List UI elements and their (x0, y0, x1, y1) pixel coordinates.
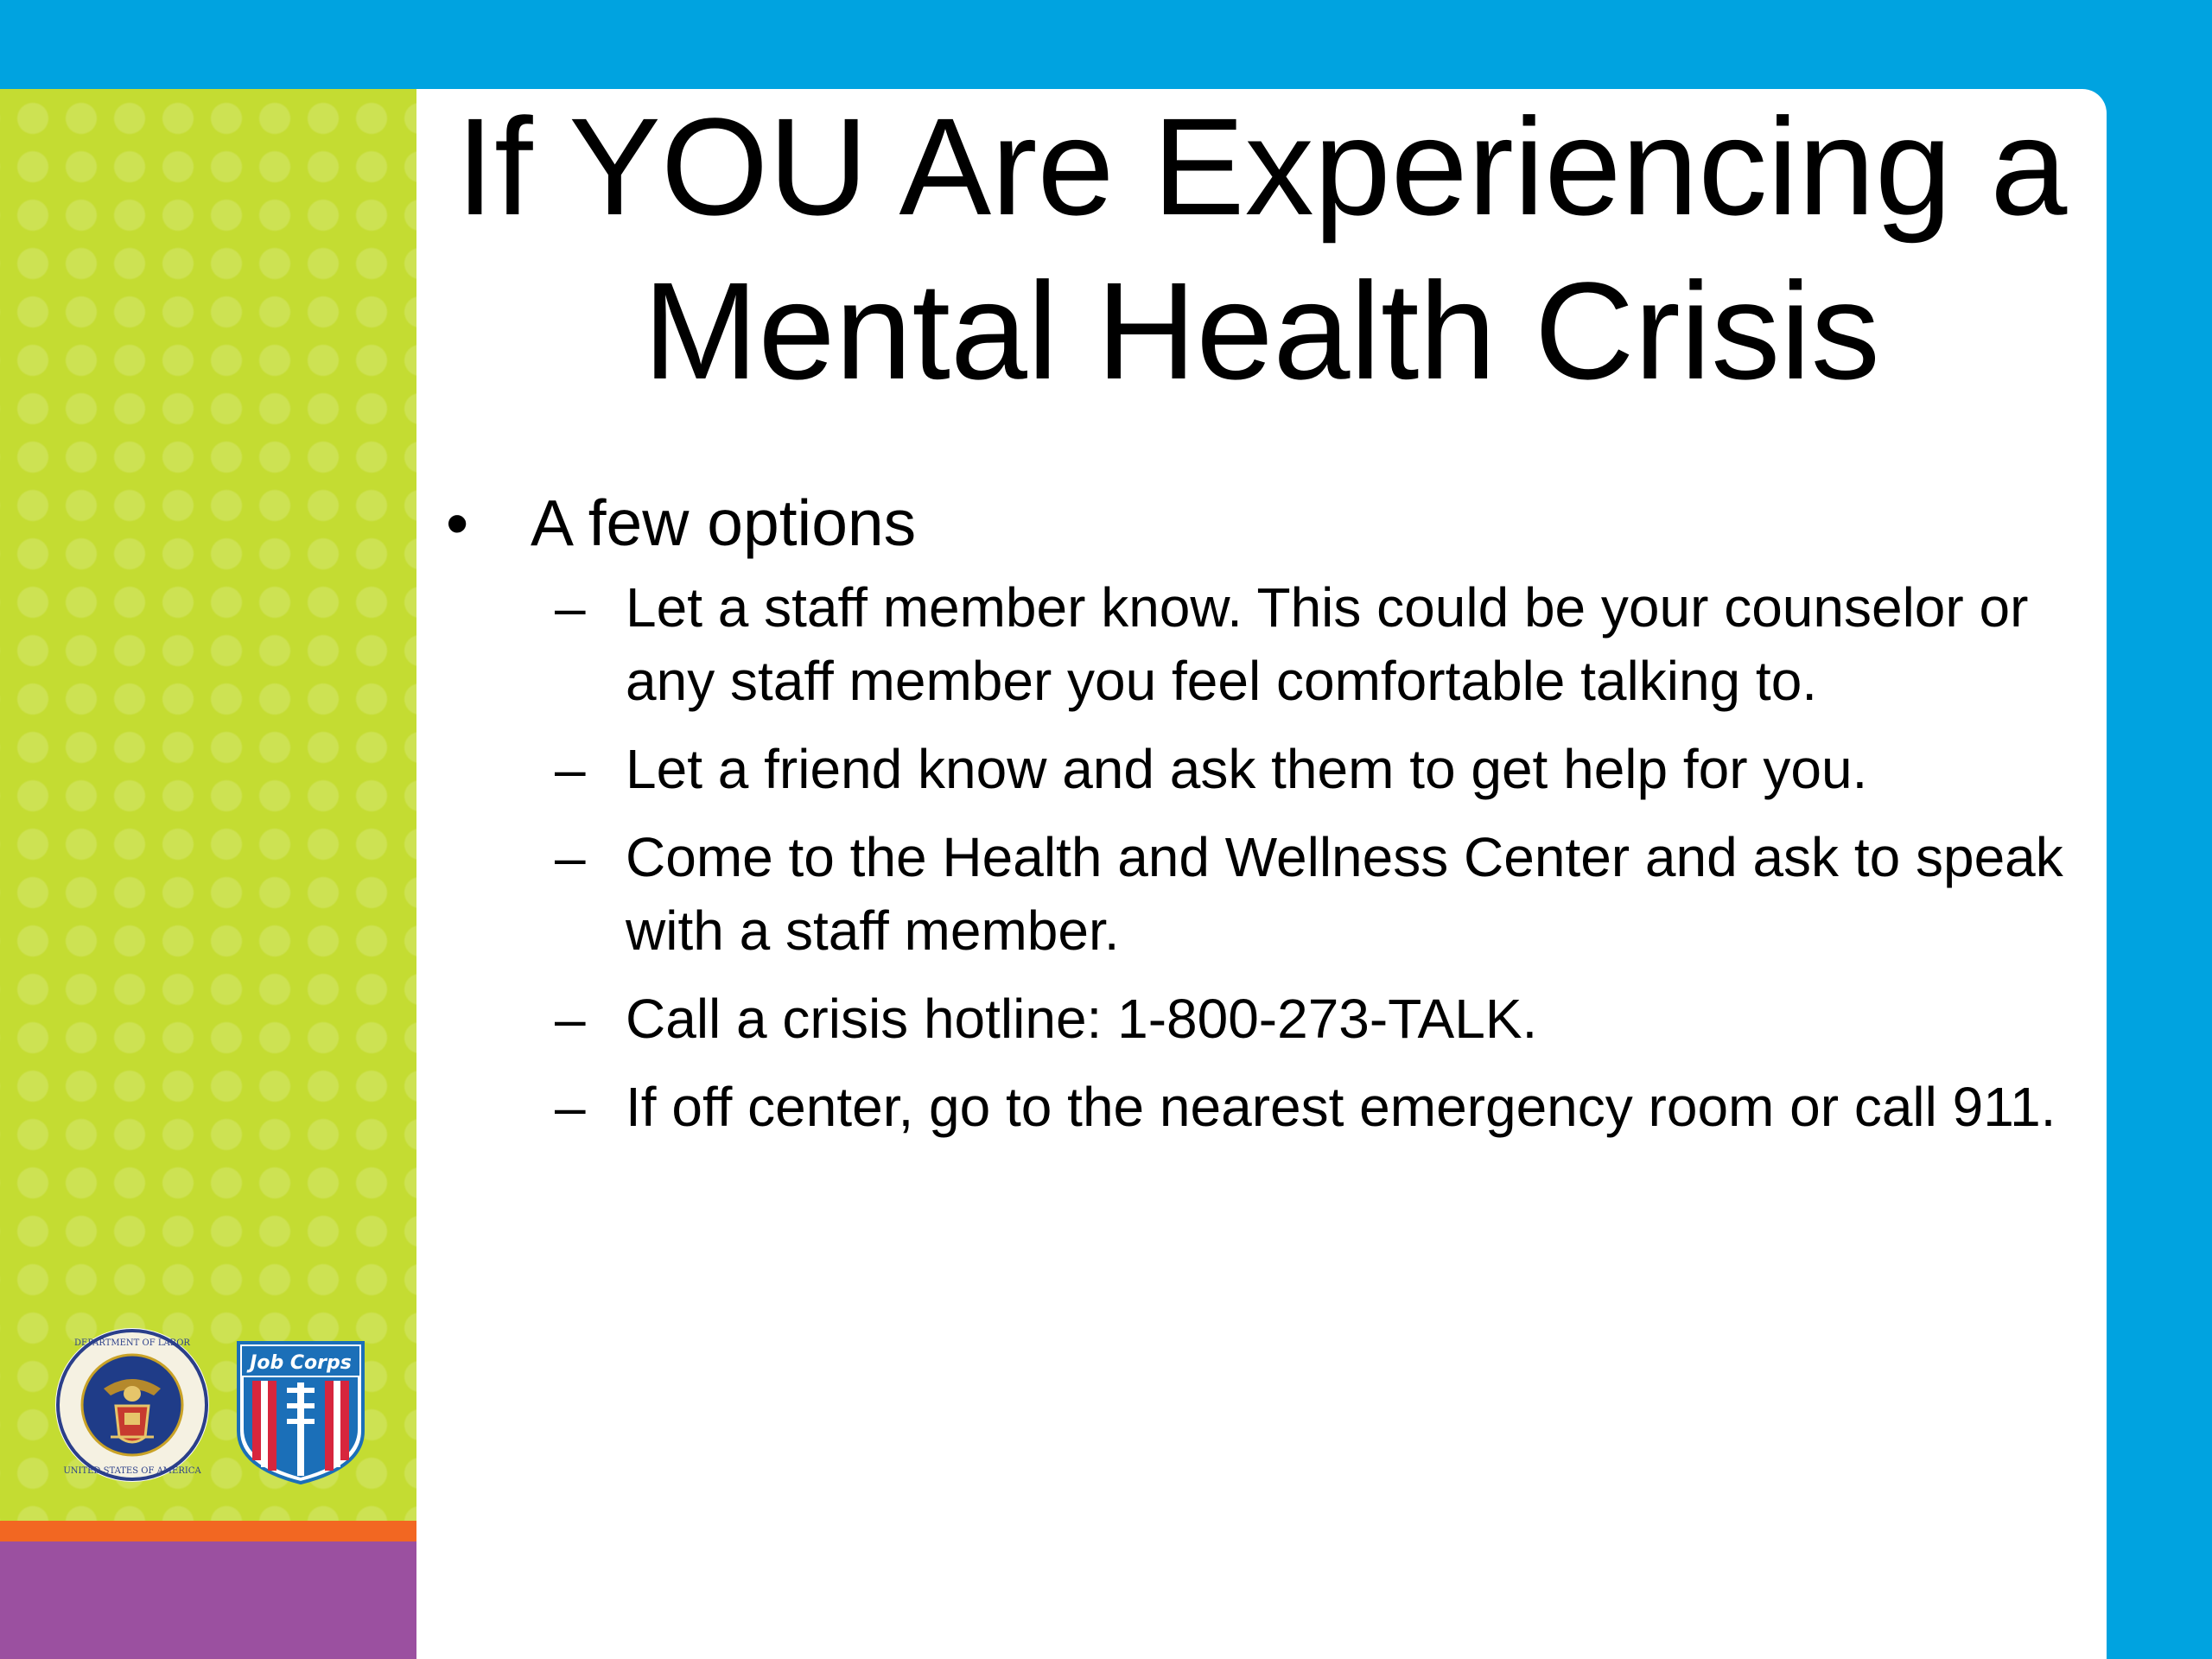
sub-bullet-item (437, 982, 2070, 1056)
dash-marker: – (555, 988, 586, 1050)
sub-bullet-text: Let a staff member know. This could be your counselor or any staff member you feel comfortable talking to. (626, 576, 2029, 712)
sub-bullet-text: Come to the Health and Wellness Center and ask to speak with a staff member. (626, 826, 2063, 962)
sub-bullet-item (437, 571, 2070, 718)
svg-text:Job Corps: Job Corps (250, 1352, 352, 1374)
sub-bullet-text: Let a friend know and ask them to get help for you. (626, 738, 1868, 800)
sub-bullet-text: If off center, go to the nearest emergency room or call 911. (626, 1076, 2056, 1138)
sub-bullet-item (437, 1071, 2070, 1144)
job-corps-logo-icon (233, 1338, 368, 1486)
sub-bullet-text: Call a crisis hotline: 1-800-273-TALK. (626, 988, 1538, 1050)
bullet-marker: • (446, 486, 469, 559)
svg-text:UNITED STATES OF AMERICA: UNITED STATES OF AMERICA (63, 1466, 201, 1476)
bullet-item (437, 480, 2070, 1144)
purple-footer-block (0, 1541, 416, 1659)
dash-marker: – (555, 826, 586, 888)
dash-marker: – (555, 1076, 586, 1138)
svg-text:DEPARTMENT OF LABOR: DEPARTMENT OF LABOR (74, 1338, 190, 1348)
slide-title: If YOU Are Experiencing a Mental Health Crisis (455, 89, 2068, 408)
bullet-text: A few options (531, 486, 917, 559)
bullet-list (437, 480, 2070, 1144)
dash-marker: – (555, 576, 586, 639)
left-decorative-panel (0, 89, 416, 1521)
orange-stripe (0, 1521, 416, 1541)
right-band (2107, 89, 2212, 1659)
department-of-labor-seal-icon (54, 1326, 211, 1484)
sub-bullet-list (437, 571, 2070, 1144)
top-band (0, 0, 2212, 89)
sub-bullet-item (437, 821, 2070, 968)
sub-bullet-item (437, 733, 2070, 806)
dash-marker: – (555, 738, 586, 800)
